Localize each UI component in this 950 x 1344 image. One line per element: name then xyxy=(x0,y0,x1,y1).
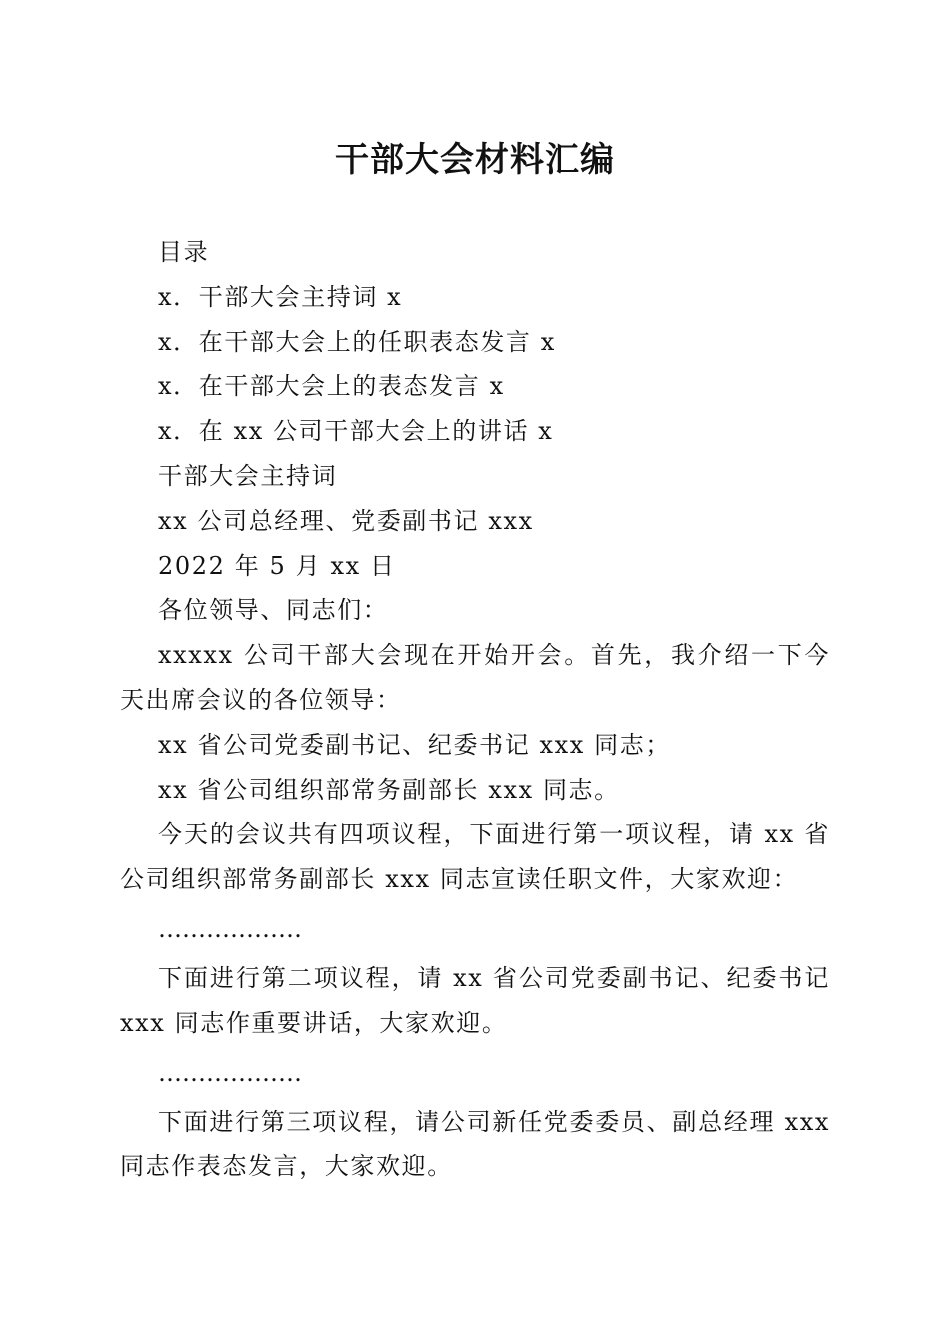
body-paragraph: xxxxx 公司干部大会现在开始开会。首先，我介绍一下今天出席会议的各位领导： xyxy=(120,641,830,714)
toc-item: x．在 xx 公司干部大会上的讲话 x xyxy=(158,417,554,446)
toc-item: x．干部大会主持词 x xyxy=(158,282,403,311)
body-paragraph: 下面进行第三项议程，请公司新任党委委员、副总经理 xxx 同志作表态发言，大家欢迎。 xyxy=(120,1107,830,1181)
section-date: 2022 年 5 月 xx 日 xyxy=(158,551,396,580)
body-paragraph: 今天的会议共有四项议程，下面进行第一项议程，请 xx 省公司组织部常务副部长 xxx 同志宣读任职文件，大家欢迎： xyxy=(120,820,830,894)
document-title: 干部大会材料汇编 xyxy=(335,140,615,180)
section-author: xx 公司总经理、党委副书记 xxx xyxy=(158,506,534,535)
section-greeting: 各位领导、同志们： xyxy=(158,596,389,625)
body-paragraph: 下面进行第二项议程，请 xx 省公司党委副书记、纪委书记 xxx 同志作重要讲话，大家欢迎。 xyxy=(120,963,830,1037)
toc-item: x．在干部大会上的表态发言 x xyxy=(158,372,505,401)
ellipsis-separator: ……………… xyxy=(158,1058,302,1087)
toc-item: x．在干部大会上的任职表态发言 x xyxy=(158,327,556,356)
section-heading: 干部大会主持词 xyxy=(158,461,338,490)
body-paragraph: xx 省公司党委副书记、纪委书记 xxx 同志； xyxy=(158,730,671,759)
body-paragraph: xx 省公司组织部常务副部长 xxx 同志。 xyxy=(158,775,620,804)
document-body xyxy=(120,230,830,1189)
toc-heading: 目录 xyxy=(158,238,210,266)
ellipsis-separator: ……………… xyxy=(158,914,302,943)
